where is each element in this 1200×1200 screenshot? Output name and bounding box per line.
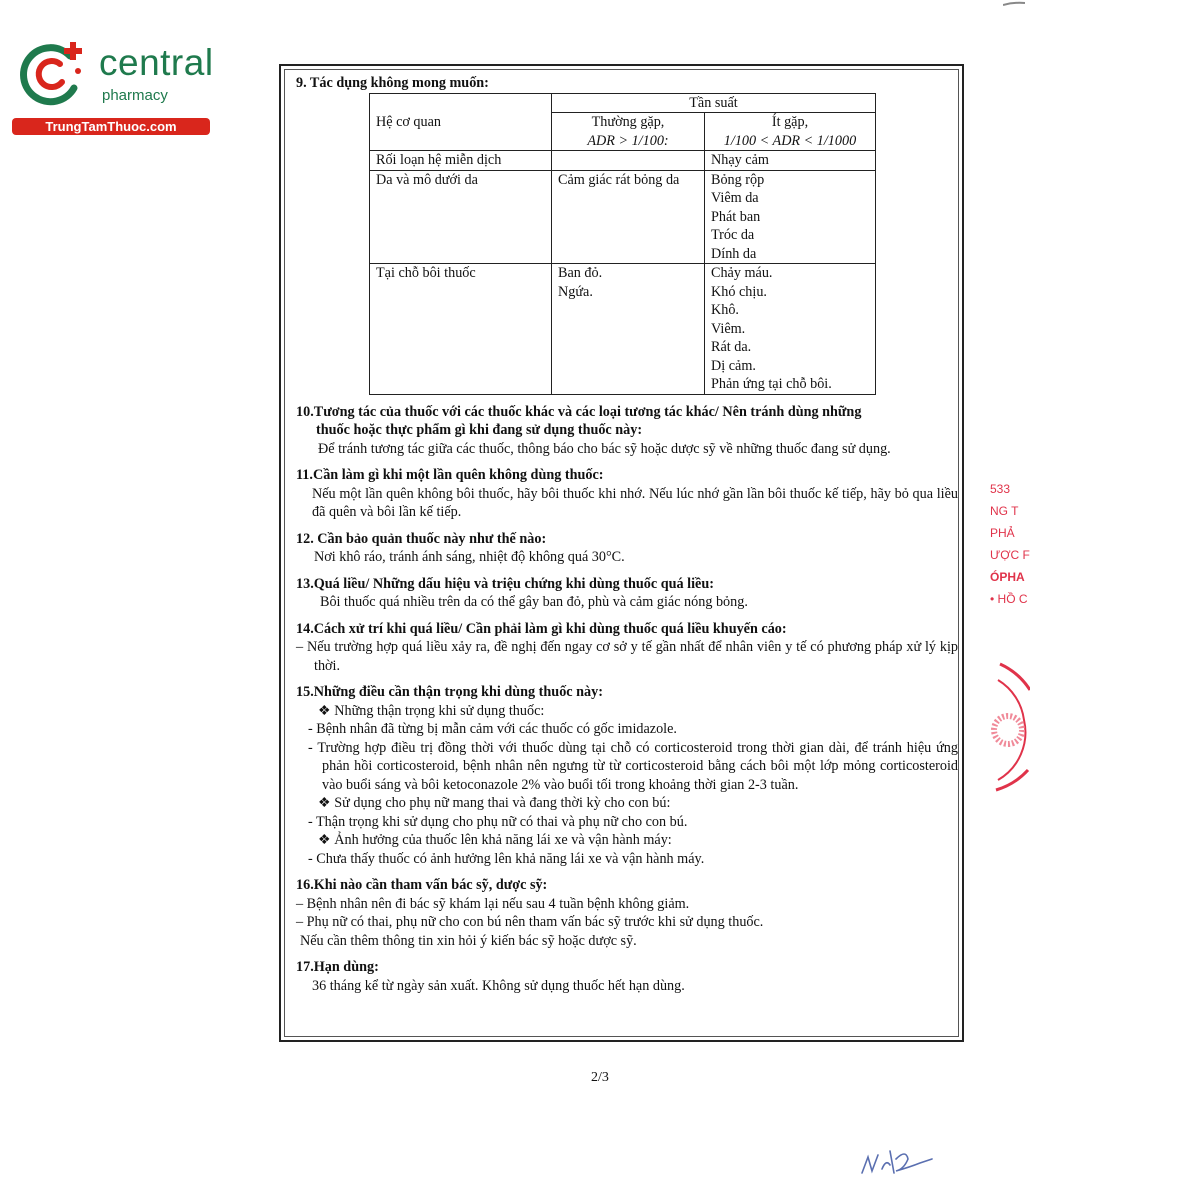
section-14-body: – Nếu trường hợp quá liều xảy ra, đề nghị đến ngay cơ sở y tế gần nhất để nhân viên y tế có phương pháp xử lý kịp thời. (296, 639, 958, 674)
section-11-title: 11.Cần làm gì khi một lần quên không dùng thuốc: (296, 467, 604, 483)
section-10-title: 10.Tương tác của thuốc với các thuốc khác và các loại tương tác khác/ Nên tránh dùng những (296, 403, 862, 420)
cell-line: Khô. (711, 302, 739, 318)
cell-line: Rát da. (711, 339, 752, 355)
cell-line: Viêm. (711, 320, 746, 337)
uncommon-ratio: 1/100 < ADR < 1/1000 (723, 132, 857, 149)
section-13-title: 13.Quá liều/ Những dấu hiệu và triệu chứng khi dùng thuốc quá liều: (296, 575, 714, 592)
section-14-title: 14.Cách xử trí khi quá liều/ Cần phải làm gì khi dùng thuốc quá liều khuyến cáo: (296, 620, 787, 637)
section-17-title: 17.Hạn dùng: (296, 959, 379, 975)
section-16-title: 16.Khi nào cần tham vấn bác sỹ, dược sỹ: (296, 877, 548, 893)
cell-line: Nhạy cảm (711, 152, 769, 168)
cell-line: Tróc da (711, 227, 755, 243)
central-pharmacy-logo (12, 38, 222, 138)
pharmacy-cross-logo-icon (12, 38, 92, 108)
cell-line: Bỏng rộp (711, 171, 765, 188)
section-12 (296, 530, 958, 567)
table-cell-uncommon (705, 170, 876, 264)
table-cell-system (370, 170, 552, 264)
section-15-item-1: - Bệnh nhân đã từng bị mẫn cảm với các thuốc có gốc imidazole. (308, 721, 677, 737)
section-11-body: Nếu một lần quên không bôi thuốc, hãy bôi thuốc khi nhớ. Nếu lúc nhớ gần lần bôi thuốc kế tiếp, hãy bỏ qua liều đã quên và bôi lần kế tiếp. (312, 485, 958, 520)
section-15 (296, 683, 958, 868)
cell-line: Khó chịu. (711, 283, 767, 300)
stamp-line: ƯỢC F (990, 548, 1030, 562)
section-15-item-3: - Thận trọng khi sử dụng cho phụ nữ có thai và phụ nữ cho con bú. (308, 813, 688, 830)
table-cell-system (370, 264, 552, 395)
table-row (370, 151, 876, 171)
table-cell-system (370, 151, 552, 171)
table-cell-common (552, 264, 705, 395)
document-body (296, 74, 958, 995)
section-10-body: Để tránh tương tác giữa các thuốc, thông báo cho bác sỹ hoặc dược sỹ về những thuốc đang sử dụng. (318, 440, 891, 457)
table-cell-common (552, 151, 705, 171)
section-16-line-2: – Phụ nữ có thai, phụ nữ cho con bú nên tham vấn bác sỹ trước khi sử dụng thuốc. (296, 914, 764, 930)
col-header-frequency: Tần suất (552, 93, 876, 113)
cell-line: Cảm giác rát bỏng da (558, 171, 680, 188)
section-12-title: 12. Cần bảo quản thuốc này như thế nào: (296, 530, 547, 547)
section-16 (296, 876, 958, 950)
cell-line: Ban đỏ. (558, 265, 603, 281)
brand-name: central (99, 42, 214, 83)
table-cell-uncommon (705, 151, 876, 171)
section-15-title: 15.Những điều cần thận trọng khi dùng thuốc này: (296, 684, 603, 700)
section-17 (296, 958, 958, 995)
section-15-item-4: - Chưa thấy thuốc có ảnh hưởng lên khả năng lái xe và vận hành máy. (308, 850, 705, 867)
cell-line: Da và mô dưới da (376, 171, 478, 188)
stamp-text-lines (990, 478, 1030, 610)
section-13-body: Bôi thuốc quá nhiều trên da có thể gây ban đỏ, phù và cảm giác nóng bỏng. (320, 594, 748, 610)
adverse-effects-rows (370, 151, 876, 395)
section-10 (296, 403, 958, 459)
section-17-body: 36 tháng kể từ ngày sản xuất. Không sử dụng thuốc hết hạn dùng. (312, 977, 685, 994)
table-cell-common (552, 170, 705, 264)
section-15-sub-pregnancy: ❖ Sử dụng cho phụ nữ mang thai và đang thời kỳ cho con bú: (318, 795, 671, 811)
round-stamp-icon (990, 660, 1030, 800)
table-row (370, 264, 876, 395)
col-header-system: Hệ cơ quan (370, 93, 552, 151)
common-label: Thường gặp, (591, 114, 665, 130)
stamp-line: ÓPHA (990, 570, 1025, 584)
cell-line: Phản ứng tại chỗ bôi. (711, 376, 832, 392)
section-16-line-1: – Bệnh nhân nên đi bác sỹ khám lại nếu sau 4 tuần bệnh không giảm. (296, 895, 690, 912)
col-header-uncommon (705, 113, 876, 151)
common-ratio: ADR > 1/100: (587, 132, 669, 149)
handwritten-signature-icon (860, 1145, 940, 1181)
section-16-line-3: Nếu cần thêm thông tin xin hỏi ý kiến bác sỹ hoặc dược sỹ. (300, 932, 637, 949)
section-14 (296, 620, 958, 676)
cell-line: Dị cảm. (711, 357, 756, 374)
section-12-body: Nơi khô ráo, tránh ánh sáng, nhiệt độ không quá 30°C. (314, 549, 625, 565)
company-stamp (990, 478, 1030, 628)
section-15-item-2: - Trường hợp điều trị đồng thời với thuốc dùng tại chỗ có corticosteroid trong thời gian dài, để tránh hiệu ứng phản hồi corticosteroid, bệnh nhân nên ngưng từ từ corticosteroid bằng cách bôi một lớp mỏng corticosteroid vào buổi sáng và bôi ketoconazole 2% vào buổi tối trong khoảng thời gian 2-3 tuần. (308, 739, 958, 793)
stamp-line: • HỒ C (990, 592, 1028, 606)
page-number: 2/3 (591, 1070, 609, 1085)
section-11 (296, 466, 958, 522)
table-cell-uncommon (705, 264, 876, 395)
section-10-title-cont: thuốc hoặc thực phẩm gì khi đang sử dụng thuốc này: (316, 422, 643, 438)
brand-website: TrungTamThuoc.com (12, 118, 210, 135)
cell-line: Phát ban (711, 208, 761, 225)
scan-edge-mark-icon (1003, 0, 1025, 8)
cell-line: Rối loạn hệ miễn dịch (376, 152, 502, 168)
stamp-line: NG T (990, 504, 1019, 518)
cell-line: Chảy máu. (711, 265, 773, 281)
section-9-title: 9. Tác dụng không mong muốn: (296, 75, 489, 91)
brand-subtitle: pharmacy (102, 87, 168, 104)
adverse-effects-table (369, 93, 876, 395)
uncommon-label: Ít gặp, (771, 114, 809, 130)
cell-line: Dính da (711, 245, 757, 262)
stamp-line: PHẢ (990, 526, 1015, 540)
stamp-line: 533 (990, 482, 1011, 496)
section-15-sub-precautions: ❖ Những thận trọng khi sử dụng thuốc: (318, 702, 545, 719)
cell-line: Ngứa. (558, 283, 593, 300)
cell-line: Tại chỗ bôi thuốc (376, 265, 476, 281)
section-13 (296, 575, 958, 612)
col-header-common (552, 113, 705, 151)
cell-line: Viêm da (711, 190, 759, 206)
table-row (370, 170, 876, 264)
section-15-sub-driving: ❖ Ảnh hưởng của thuốc lên khả năng lái xe và vận hành máy: (318, 832, 672, 848)
